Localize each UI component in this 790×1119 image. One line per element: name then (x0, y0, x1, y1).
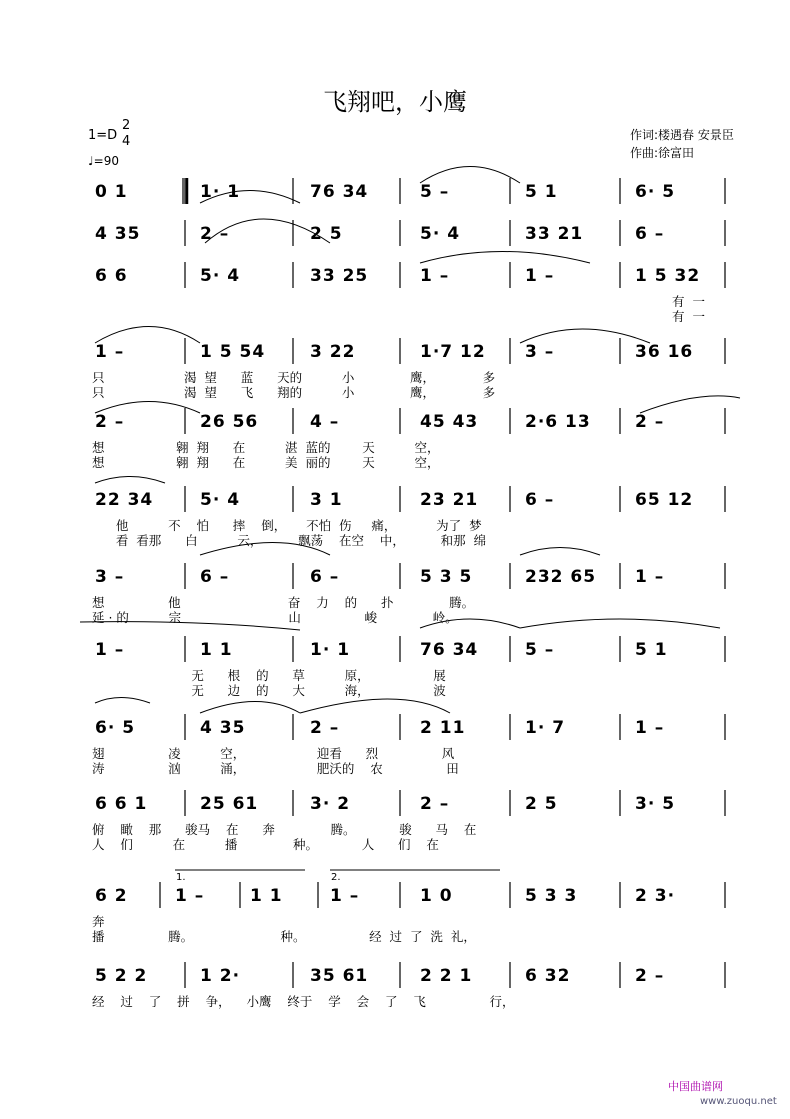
lyric-line-1: 只 渴 望 蓝 天的 小 鹰， 多 (92, 370, 496, 385)
measure-notes: 3· 2 (310, 794, 351, 814)
measure-notes: 1·7 12 (420, 342, 486, 362)
measure-notes: 1 0 (420, 886, 453, 906)
measure-notes: 2 3· (635, 886, 676, 906)
measure-notes: 4 35 (95, 224, 141, 244)
measure-notes: 2 2 1 (420, 966, 473, 986)
measure-notes: 5 1 (635, 640, 668, 660)
lyric-line-1: 他 不 怕 摔 倒， 不怕 伤 痛， 为了 梦 (92, 518, 482, 533)
measure-notes: 1 – (95, 342, 125, 362)
lyric-line-2: 播 腾。 种。 经 过 了 洗 礼， (92, 929, 476, 944)
page-title: 飞翔吧，小鹰 (323, 88, 467, 116)
measure-notes: 6· 5 (95, 718, 136, 738)
lyric-line-2: 只 渴 望 飞 翔的 小 鹰， 多 (92, 385, 496, 400)
slur-arc (300, 699, 450, 713)
lyric-line-2: 看 看那 白 云， 飘荡 在空 中， 和那 绵 (92, 533, 487, 548)
tempo-marking: ♩=90 (88, 154, 119, 168)
measure-notes: 33 25 (310, 266, 369, 286)
measure-notes: 1 2· (200, 966, 241, 986)
lyric-line-1: 想 翱 翔 在 湛 蓝的 天 空， (92, 440, 440, 455)
slur-arc (420, 252, 590, 264)
measure-notes: 3 – (525, 342, 555, 362)
measure-notes: 1 – (525, 266, 555, 286)
measure-notes: 1 1 (200, 640, 233, 660)
measure-notes: 76 34 (420, 640, 479, 660)
measure-notes: 76 34 (310, 182, 369, 202)
measure-notes: 2 11 (420, 718, 466, 738)
measure-notes: 1 – (175, 886, 205, 906)
time-denominator: 4 (122, 134, 131, 149)
key-signature: 1=D (88, 128, 118, 143)
measure-notes: 1 – (330, 886, 360, 906)
measure-notes: 1 1 (250, 886, 283, 906)
measure-notes: 1· 1 (200, 182, 241, 202)
measure-notes: 6 6 1 (95, 794, 148, 814)
measure-notes: 3· 5 (635, 794, 676, 814)
slur-arc (200, 702, 300, 714)
measure-notes: 5 1 (525, 182, 558, 202)
measure-notes: 2 – (200, 224, 230, 244)
measure-notes: 6 – (635, 224, 665, 244)
measure-notes: 3 1 (310, 490, 343, 510)
tempo-value: =90 (93, 154, 119, 168)
measure-notes: 6 6 (95, 266, 128, 286)
measure-notes: 2 – (420, 794, 450, 814)
lyric-line-2: 涛 汹 涌， 肥沃的 农 田 (92, 761, 459, 776)
measure-notes: 33 21 (525, 224, 584, 244)
measure-notes: 3 22 (310, 342, 356, 362)
measure-notes: 2·6 13 (525, 412, 591, 432)
measure-notes: 35 61 (310, 966, 369, 986)
slur-arc (420, 167, 520, 184)
measure-notes: 6 32 (525, 966, 571, 986)
measure-notes: 5· 4 (200, 266, 241, 286)
measure-notes: 6 – (200, 567, 230, 587)
measure-notes: 23 21 (420, 490, 479, 510)
measure-notes: 36 16 (635, 342, 694, 362)
lyric-line-2: 人 们 在 播 种。 人 们 在 (92, 837, 439, 852)
lyric-line-1: 无 根 的 草 原， 展 (92, 668, 446, 683)
measure-notes: 1· 7 (525, 718, 566, 738)
measure-notes: 2 – (635, 966, 665, 986)
measure-notes: 25 61 (200, 794, 259, 814)
svg-text:2.: 2. (331, 872, 341, 883)
measure-notes: 1 5 54 (200, 342, 266, 362)
lyric-line-1: 翅 凌 空， 迎看 烈 风 (92, 746, 455, 761)
measure-notes: 4 35 (200, 718, 246, 738)
slur-arc (520, 329, 650, 343)
measure-notes: 5 – (525, 640, 555, 660)
measure-notes: 1 5 32 (635, 266, 701, 286)
measure-notes: 45 43 (420, 412, 479, 432)
lyricist-credit: 作词:楼遇春 安景臣 (630, 128, 734, 142)
measure-notes: 2 – (635, 412, 665, 432)
measure-notes: 6 2 (95, 886, 128, 906)
lyric-line-1: 俯 瞰 那 骏马 在 奔 腾。 骏 马 在 (92, 822, 477, 837)
measure-notes: 2 5 (525, 794, 558, 814)
measure-notes: 1 – (635, 567, 665, 587)
lyric-line-1: 想 他 奋 力 的 扑 腾。 (92, 595, 475, 610)
measure-notes: 6· 5 (635, 182, 676, 202)
measure-notes: 5 2 2 (95, 966, 148, 986)
lyric-line-1: 有 一 (672, 294, 705, 309)
measure-notes: 1· 1 (310, 640, 351, 660)
measure-notes: 65 12 (635, 490, 694, 510)
lyric-line-2: 有 一 (672, 309, 705, 324)
measure-notes: 22 34 (95, 490, 154, 510)
lyric-line-1: 经 过 了 拼 争， 小鹰 终于 学 会 了 飞 行， (92, 994, 515, 1009)
watermark-url: www.zuoqu.net (700, 1096, 777, 1107)
measure-notes: 5 3 5 (420, 567, 473, 587)
measure-notes: 5 – (420, 182, 450, 202)
measure-notes: 5· 4 (200, 490, 241, 510)
composer-credit: 作曲:徐富田 (630, 146, 695, 160)
measure-notes: 4 – (310, 412, 340, 432)
slur-arc (520, 619, 720, 628)
measure-notes: 6 – (525, 490, 555, 510)
measure-notes: 232 65 (525, 567, 597, 587)
svg-text:1.: 1. (176, 872, 186, 883)
measure-notes: 0 1 (95, 182, 128, 202)
measure-notes: 26 56 (200, 412, 259, 432)
measure-notes: 2 – (95, 412, 125, 432)
lyric-line-2: 想 翱 翔 在 美 丽的 天 空， (92, 455, 440, 470)
measure-notes: 6 – (310, 567, 340, 587)
lyric-line-1: 奔 (92, 914, 105, 929)
measure-notes: 5· 4 (420, 224, 461, 244)
lyric-line-2: 无 边 的 大 海， 波 (92, 683, 446, 698)
slur-arc (95, 327, 200, 344)
time-signature (122, 118, 130, 150)
measure-notes: 1 – (420, 266, 450, 286)
time-numerator: 2 (122, 118, 131, 133)
lyric-line-2: 延 · 的 宗 山 峻 岭。 (92, 610, 458, 625)
slur-arc (95, 477, 165, 484)
measure-notes: 3 – (95, 567, 125, 587)
measure-notes: 2 5 (310, 224, 343, 244)
measure-notes: 5 3 3 (525, 886, 578, 906)
measure-notes: 1 – (95, 640, 125, 660)
watermark-logo: 中国曲谱网 (668, 1080, 723, 1093)
slur-arc (520, 548, 600, 556)
measure-notes: 1 – (635, 718, 665, 738)
measure-notes: 2 – (310, 718, 340, 738)
